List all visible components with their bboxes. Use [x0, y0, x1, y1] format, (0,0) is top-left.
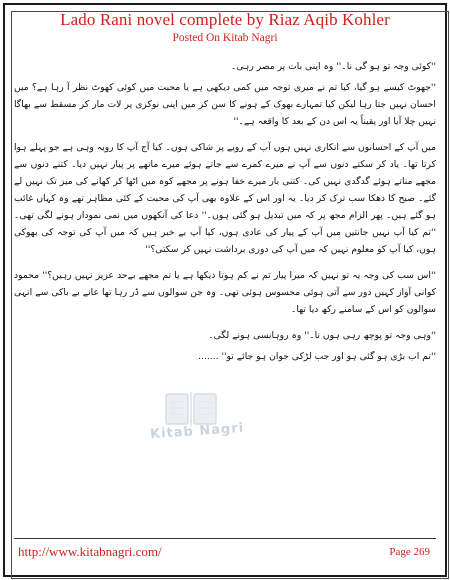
paragraph: میں آپ کے احسانوں سے انکاری نہیں ہوں آپ کے رویے پر شاکی ہوں۔ کیا آج آپ کا رویہ وہی ہے جو پہلے ہوا کرتا تھا۔ یاد کر سکتے دنوں سے آپ نے میرے کمرے سے جاتے ہوئے میرے ماتھے پر پیار نہیں دیا۔ کتنے دنوں سے مجھے مناتے ہوئے گدگدی نہیں کی۔ کتنی بار میرے خفا ہونے پر مجھے کوہ میں اٹھا کر کھانے کی میز تک نہیں لے گئے۔ صبح کا دھکا سب ترک کر دیا۔ یہ اور اس کے علاوہ بھی آپ کی محبت کے کئی مظاہر تھے وہ کہاں غائب ہو گئے ہیں۔ پھر الزام مجھ پر کہ میں تبدیل ہو گئی ہوں۔'' دعا کی آنکھوں میں نمی نمودار ہونے لگی تھی۔ ''تم کیا آپ نہیں جانتیں میں آپ کے پیار کی عادی ہوں، کیا آپ بے خبر ہیں کہ میں آپ کی توجہ کی بھوکی ہوں، کیا آپ کو معلوم نہیں کہ میں آپ کی دوری برداشت نہیں کر سکتی؟'' [14, 142, 436, 255]
footer-divider [14, 538, 436, 539]
paragraph: ''اس سب کی وجہ یہ تو نہیں کہ میرا پیار تم نے کم ہوتا دیکھا ہے یا تم مجھے بےحد عزیز نہیں رہیں؟'' محمود کوانی آواز کہیں دور سے آتی ہوئی محسوس ہوئی تھی۔ وہ جن سوالوں سے ڈر رہا تھا عانے بے باکی سے انہی سوالوں کو اس کے سامنے رکھ دیا تھا۔ [14, 270, 436, 315]
footer-website-link[interactable]: http://www.kitabnagri.com/ [18, 544, 162, 559]
page-header [8, 10, 442, 45]
paragraph: ''کوئی وجہ تو ہو گی نا۔'' وہ اپنی بات پر مصر رہی۔ [230, 61, 436, 72]
paragraph: ''تم اب بڑی ہو گئی ہو اور جب لڑکی جوان ہو جائے تو'' ....... [198, 351, 436, 362]
page-number: Page 269 [389, 546, 430, 558]
paragraph: ''جھوٹ کیسے ہو گیا، کیا تم نے میری توجہ میں کمی دیکھی ہے یا محبت میں کوئی کھوٹ نظر آ رہا ہے؟ میں احسان نہیں جتا رہا لیکن کیا تمہارے بھوک کے ہونے کا سن کر میں اپنی نوکری پر لات مار کر مسقط سے بھاگا نہیں چلا آیا اور یقیناً یہ اس دن کے بعد کا واقعہ ہے۔'' [14, 82, 436, 127]
watermark-text: Kitab Nagri [149, 420, 245, 443]
page-title: Lado Rani novel complete by Riaz Aqib Kohler [60, 10, 390, 29]
novel-text [14, 58, 436, 536]
page-subtitle: Posted On Kitab Nagri [172, 32, 278, 44]
paragraph: ''وہی وجہ تو پوچھ رہی ہوں نا۔'' وہ روہانسی ہونے لگی۔ [208, 330, 436, 341]
